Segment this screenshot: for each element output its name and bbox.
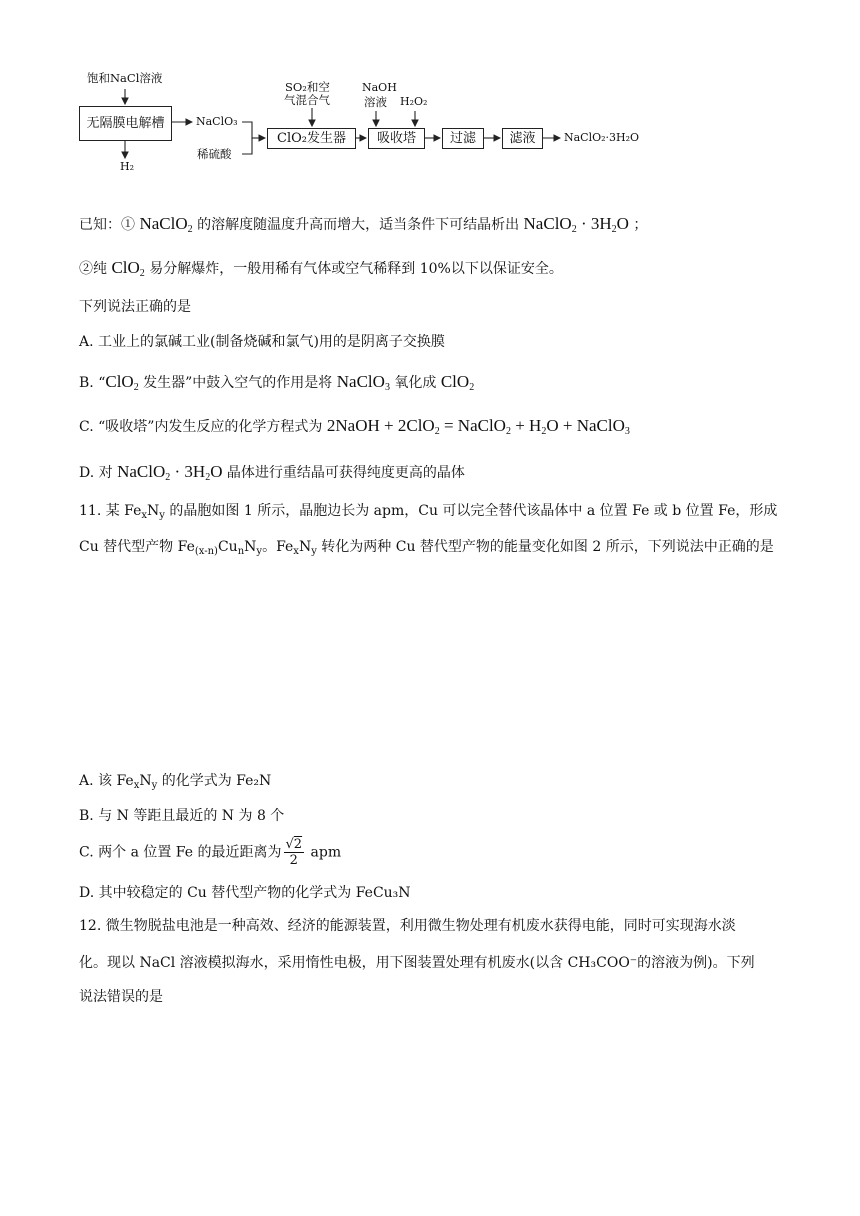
known-1-prefix: 已知：① xyxy=(79,217,140,233)
h2-label: H₂ xyxy=(120,160,135,173)
so2-air-label-1: SO₂和空 xyxy=(285,80,330,94)
q10-option-c xyxy=(79,414,630,438)
formula-clo2-b2: ClO$_2$ xyxy=(440,372,475,393)
fraction-sqrt2-over-2: $\frac{√2}{2}$ xyxy=(285,837,303,868)
known-1-middle: 的溶解度随温度升高而增大，适当条件下可结晶析出 xyxy=(192,217,524,233)
formula-naclo2-3h2o-d: NaClO$_2$ · $3H_2O$ xyxy=(117,462,223,483)
electrolysis-cell-label: 无隔膜电解槽 xyxy=(86,116,165,131)
formula-naclo2: NaClO$_2$ xyxy=(139,214,193,235)
q11-option-b: B. 与 N 等距且最近的 N 为 8 个 xyxy=(79,808,285,824)
q10-b-part3: 氧化成 xyxy=(389,375,441,391)
q11-stem-line2 xyxy=(79,538,774,558)
q10-stem: 下列说法正确的是 xyxy=(79,299,191,315)
formula-substituted: $Fe_{(x-n)}Cu_nN_y$ xyxy=(177,539,263,557)
equation-absorber: 2NaOH + 2ClO$_2$ = NaClO$_2$ + $H_2O$ + NaClO$_3$ xyxy=(326,416,630,437)
filtrate-label: 滤液 xyxy=(509,131,536,146)
q11-option-a xyxy=(79,772,271,792)
q11-option-d: D. 其中较稳定的 Cu 替代型产物的化学式为 FeCu₃N xyxy=(79,885,411,901)
q11-line2-prefix: Cu 替代型产物 xyxy=(79,539,178,555)
input-nacl-label: 饱和NaCl溶液 xyxy=(87,71,163,85)
q12-stem-line2: 化。现以 NaCl 溶液模拟海水，采用惰性电极，用下图装置处理有机废水(以含 CH₃COO⁻的溶液为例)。下列 xyxy=(79,955,755,971)
q10-option-a: A. 工业上的氯碱工业(制备烧碱和氯气)用的是阴离子交换膜 xyxy=(79,334,445,350)
formula-fexny-a: $Fe_xN_y$ xyxy=(116,773,158,791)
process-flowchart xyxy=(70,66,710,186)
known-2-text: 易分解爆炸，一般用稀有气体或空气稀释到 10%以下以保证安全。 xyxy=(144,261,563,277)
q12-stem-line3: 说法错误的是 xyxy=(79,989,163,1005)
acid-label: 稀硫酸 xyxy=(197,147,232,161)
q11-option-c xyxy=(79,838,341,867)
q10-d-part1: D. 对 xyxy=(79,465,118,481)
clo2-generator-label: ClO₂发生器 xyxy=(277,131,346,146)
product-label: NaClO₂·3H₂O xyxy=(564,131,640,144)
q10-option-b xyxy=(79,370,474,394)
q11-stem-line1 xyxy=(79,502,777,522)
q12-stem-line1: 12. 微生物脱盐电池是一种高效、经济的能源装置，利用微生物处理有机废水获得电能，同时可实现海水淡 xyxy=(79,918,736,934)
formula-fexny-2: $Fe_xN_y$ xyxy=(276,539,317,557)
q11-line1-prefix: 11. 某 xyxy=(79,503,125,519)
filtrate-box xyxy=(502,128,543,149)
filter-label: 过滤 xyxy=(449,131,476,146)
formula-naclo2-3h2o: NaClO$_2$ · $3H_2O$ xyxy=(523,214,629,235)
known-2-prefix: ②纯 xyxy=(79,261,112,277)
q11-line1-text: 的晶胞如图 1 所示，晶胞边长为 apm，Cu 可以完全替代该晶体中 a 位置 Fe 或 b 位置 Fe，形成 xyxy=(164,503,778,519)
absorber-box xyxy=(368,128,425,149)
naclo3-label: NaClO₃ xyxy=(196,115,238,128)
q10-d-part2: 晶体进行重结晶可获得纯度更高的晶体 xyxy=(222,465,465,481)
known-condition-2 xyxy=(79,256,563,280)
absorber-label: 吸收塔 xyxy=(376,131,416,146)
h2o2-label: H₂O₂ xyxy=(400,95,428,108)
formula-clo2: ClO$_2$ xyxy=(111,258,145,279)
q11-c-part2: apm xyxy=(306,844,342,861)
q11-line2-period: 。 xyxy=(262,539,277,555)
q11-a-part1: A. 该 xyxy=(79,773,117,789)
naoh-label-2: 溶液 xyxy=(364,95,387,109)
electrolysis-cell-box xyxy=(79,106,172,141)
q11-a-part2: 的化学式为 Fe₂N xyxy=(157,773,272,789)
q10-b-part2: 发生器”中鼓入空气的作用是将 xyxy=(138,375,337,391)
q11-line2-text: 转化为两种 Cu 替代型产物的能量变化如图 2 所示，下列说法中正确的是 xyxy=(316,539,774,555)
filter-box xyxy=(442,128,484,149)
known-condition-1 xyxy=(79,212,647,236)
so2-air-label-2: 气混合气 xyxy=(284,93,330,107)
q10-option-d xyxy=(79,460,465,484)
q10-b-part1: B. “ xyxy=(79,375,106,391)
q11-c-part1: C. 两个 a 位置 Fe 的最近距离为 xyxy=(79,844,282,861)
formula-naclo3-b: NaClO$_3$ xyxy=(336,372,390,393)
naoh-label-1: NaOH xyxy=(362,81,397,94)
formula-fexny-1: $Fe_xN_y$ xyxy=(124,503,165,521)
q10-c-part1: C. “吸收塔”内发生反应的化学方程式为 xyxy=(79,419,327,435)
formula-clo2-b1: ClO$_2$ xyxy=(105,372,139,393)
known-1-suffix: ； xyxy=(628,217,648,233)
clo2-generator-box xyxy=(267,128,356,149)
